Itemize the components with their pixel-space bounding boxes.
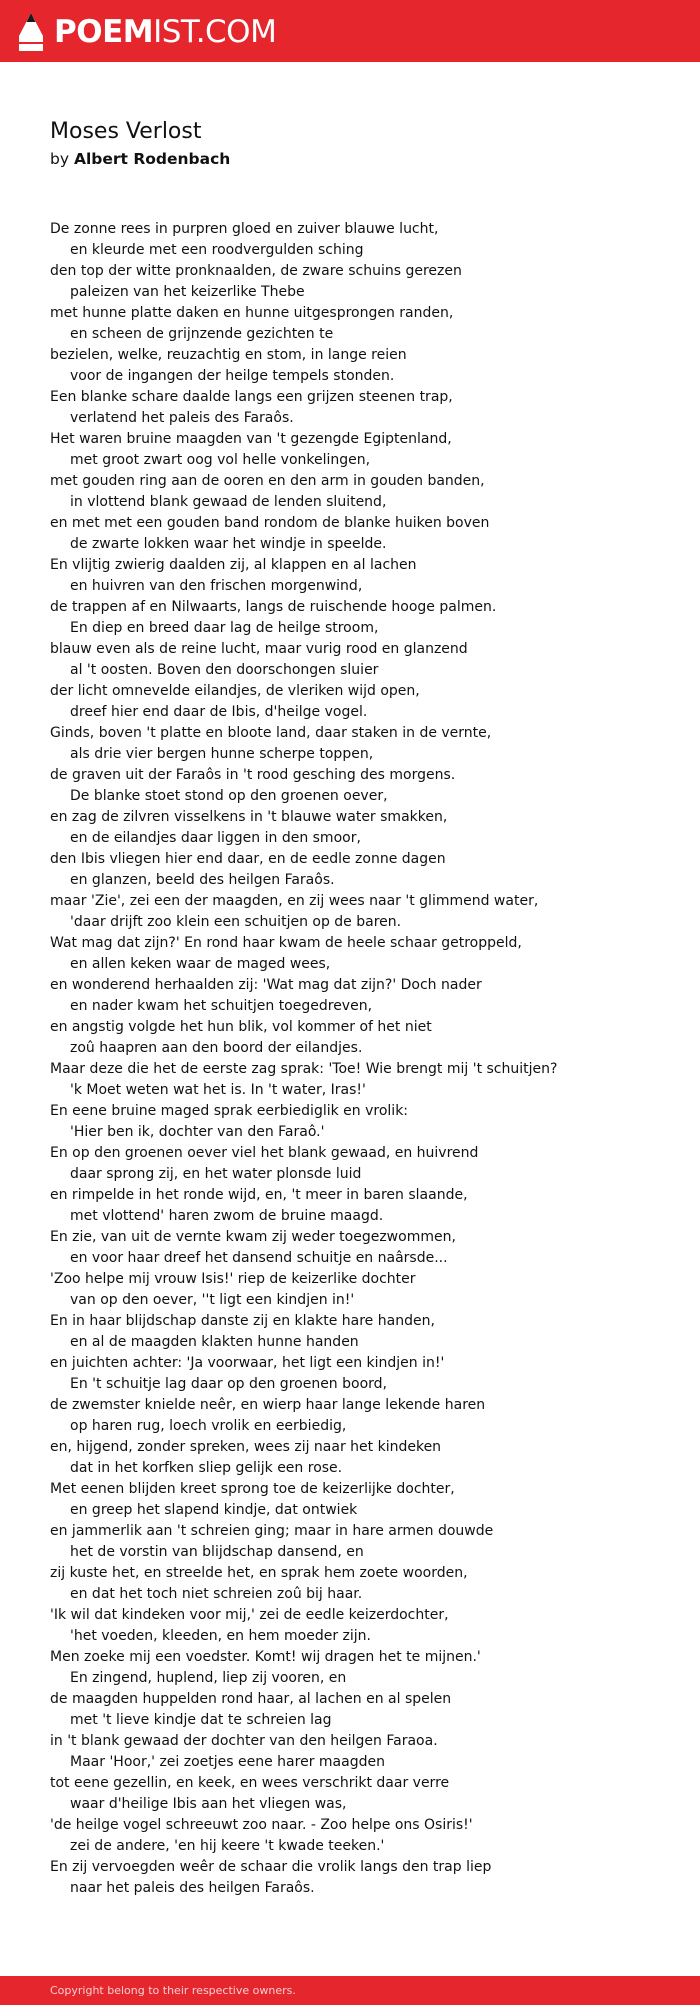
poem-line: En diep en breed daar lag de heilge stroom, [70,620,379,636]
logo-text-light: IST.COM [153,14,277,50]
poem-line: En op den groenen oever viel het blank gewaad, en huivrend [50,1145,479,1161]
poem-line: met groot zwart oog vol helle vonkelingen, [70,452,371,468]
poem-body [50,219,690,1899]
poem-line: en al de maagden klakten hunne handen [70,1334,359,1350]
poem-line: paleizen van het keizerlike Thebe [70,284,305,300]
poem-line: met vlottend' haren zwom de bruine maagd. [70,1208,384,1224]
poem-line: en zag de zilvren visselkens in 't blauwe water smakken, [50,809,448,825]
poem-line: 'de heilge vogel schreeuwt zoo naar. - Zoo helpe ons Osiris!' [50,1817,473,1833]
poem-line: en juichten achter: 'Ja voorwaar, het ligt een kindjen in!' [50,1355,445,1371]
poem-line: En zij vervoegden weêr de schaar die vrolik langs den trap liep [50,1859,492,1875]
byline-prefix: by [50,150,70,168]
poem-line: 'Ik wil dat kindeken voor mij,' zei de eedle keizerdochter, [50,1607,449,1623]
poem-line: en huivren van den frischen morgenwind, [70,578,363,594]
poem-line: op haren rug, loech vrolik en eerbiedig, [70,1418,347,1434]
poem-line: De blanke stoet stond op den groenen oever, [70,788,388,804]
poem-line: voor de ingangen der heilge tempels stonden. [70,368,395,384]
poem-line: den Ibis vliegen hier end daar, en de eedle zonne dagen [50,851,446,867]
byline [50,148,230,170]
logo-text [54,13,276,51]
poem-line: dreef hier end daar de Ibis, d'heilge vogel. [70,704,368,720]
poem-line: al 't oosten. Boven den doorschongen sluier [70,662,379,678]
poem-line: tot eene gezellin, en keek, en wees verschrikt daar verre [50,1775,450,1791]
poem-line: het de vorstin van blijdschap dansend, en [70,1544,364,1560]
poem-line: Wat mag dat zijn?' En rond haar kwam de heele schaar getroppeld, [50,935,522,951]
poem-line: en met met een gouden band rondom de blanke huiken boven [50,515,490,531]
poem-line: Men zoeke mij een voedster. Komt! wij dragen het te mijnen.' [50,1649,481,1665]
poem-line: 'Zoo helpe mij vrouw Isis!' riep de keizerlike dochter [50,1271,416,1287]
poem-line: maar 'Zie', zei een der maagden, en zij wees naar 't glimmend water, [50,893,539,909]
poem-line: en allen keken waar de maged wees, [70,956,331,972]
poem-line: En 't schuitje lag daar op den groenen boord, [70,1376,387,1392]
poem-line: dat in het korfken sliep gelijk een rose. [70,1460,343,1476]
poem-line: de trappen af en Nilwaarts, langs de ruischende hooge palmen. [50,599,497,615]
poem-line: Maar deze die het de eerste zag sprak: 'Toe! Wie brengt mij 't schuitjen? [50,1061,558,1077]
poem-line: de zwemster knielde neêr, en wierp haar lange lekende haren [50,1397,486,1413]
poem-line: naar het paleis des heilgen Faraôs. [70,1880,315,1896]
poem-line: in vlottend blank gewaad de lenden sluitend, [70,494,387,510]
copyright-text: Copyright belong to their respective owners. [50,1984,296,1997]
poem-line: en glanzen, beeld des heilgen Faraôs. [70,872,335,888]
poem-line: met 't lieve kindje dat te schreien lag [70,1712,332,1728]
poem-line: En zie, van uit de vernte kwam zij weder toegezwommen, [50,1229,456,1245]
poem-line: Een blanke schare daalde langs een grijzen steenen trap, [50,389,453,405]
poem-line: 'Hier ben ik, dochter van den Faraô.' [70,1124,325,1140]
poem-line: 'k Moet weten wat het is. In 't water, Iras!' [70,1082,366,1098]
poem-line: zoû haapren aan den boord der eilandjes. [70,1040,363,1056]
poem-line: daar sprong zij, en het water plonsde luid [70,1166,362,1182]
poem-line: en dat het toch niet schreien zoû bij haar. [70,1586,363,1602]
poem-line: en greep het slapend kindje, dat ontwiek [70,1502,358,1518]
poem-line: de graven uit der Faraôs in 't rood gesching des morgens. [50,767,456,783]
poem-line: met gouden ring aan de ooren en den arm in gouden banden, [50,473,485,489]
site-logo[interactable] [18,12,276,52]
poem-line: der licht omnevelde eilandjes, de vleriken wijd open, [50,683,420,699]
poem-line: de zwarte lokken waar het windje in speelde. [70,536,387,552]
poem-line: en angstig volgde het hun blik, vol kommer of het niet [50,1019,432,1035]
poem-line: den top der witte pronknaalden, de zware schuins gerezen [50,263,462,279]
poem-line: met hunne platte daken en hunne uitgesprongen randen, [50,305,454,321]
poem-line: blauw even als de reine lucht, maar vurig rood en glanzend [50,641,468,657]
poem-line: bezielen, welke, reuzachtig en stom, in lange reien [50,347,407,363]
poem-line: in 't blank gewaad der dochter van den heilgen Faraoa. [50,1733,438,1749]
poem-line: en voor haar dreef het dansend schuitje en naârsde... [70,1250,448,1266]
poem-line: En vlijtig zwierig daalden zij, al klappen en al lachen [50,557,417,573]
author-link[interactable]: Albert Rodenbach [73,150,231,168]
poem-line: 'daar drijft zoo klein een schuitjen op de baren. [70,914,402,930]
poem-line: verlatend het paleis des Faraôs. [70,410,294,426]
poem-line: De zonne rees in purpren gloed en zuiver blauwe lucht, [50,221,439,237]
poem-line: en rimpelde in het ronde wijd, en, 't meer in baren slaande, [50,1187,468,1203]
poem-line: Met eenen blijden kreet sprong toe de keizerlijke dochter, [50,1481,455,1497]
poem-line: en nader kwam het schuitjen toegedreven, [70,998,373,1014]
poem-line: En zingend, huplend, liep zij vooren, en [70,1670,347,1686]
poem-line: Maar 'Hoor,' zei zoetjes eene harer maagden [70,1754,385,1770]
poem-line: en scheen de grijnzende gezichten te [70,326,334,342]
pencil-tip-icon [18,12,44,52]
poem-line: En eene bruine maged sprak eerbiediglik en vrolik: [50,1103,409,1119]
poem-line: zei de andere, 'en hij keere 't kwade teeken.' [70,1838,385,1854]
poem-line: waar d'heilige Ibis aan het vliegen was, [70,1796,347,1812]
poem-line: Ginds, boven 't platte en bloote land, daar staken in de vernte, [50,725,492,741]
poem-line: als drie vier bergen hunne scherpe toppen, [70,746,374,762]
site-footer [0,1976,700,2005]
poem-line: zij kuste het, en streelde het, en sprak hem zoete woorden, [50,1565,468,1581]
poem-line: en kleurde met een roodvergulden sching [70,242,364,258]
site-header [0,0,700,62]
poem-line: en de eilandjes daar liggen in den smoor, [70,830,361,846]
poem-line: Het waren bruine maagden van 't gezengde Egiptenland, [50,431,452,447]
poem-line: en wonderend herhaalden zij: 'Wat mag dat zijn?' Doch nader [50,977,482,993]
poem-line: 'het voeden, kleeden, en hem moeder zijn. [70,1628,371,1644]
poem-line: van op den oever, ''t ligt een kindjen in!' [70,1292,355,1308]
logo-text-bold: POEM [54,14,154,50]
poem-line: en jammerlik aan 't schreien ging; maar in hare armen douwde [50,1523,494,1539]
poem-line: de maagden huppelden rond haar, al lachen en al spelen [50,1691,452,1707]
poem-line: en, hijgend, zonder spreken, wees zij naar het kindeken [50,1439,442,1455]
poem-line: En in haar blijdschap danste zij en klakte hare handen, [50,1313,435,1329]
poem-title: Moses Verlost [50,119,202,144]
